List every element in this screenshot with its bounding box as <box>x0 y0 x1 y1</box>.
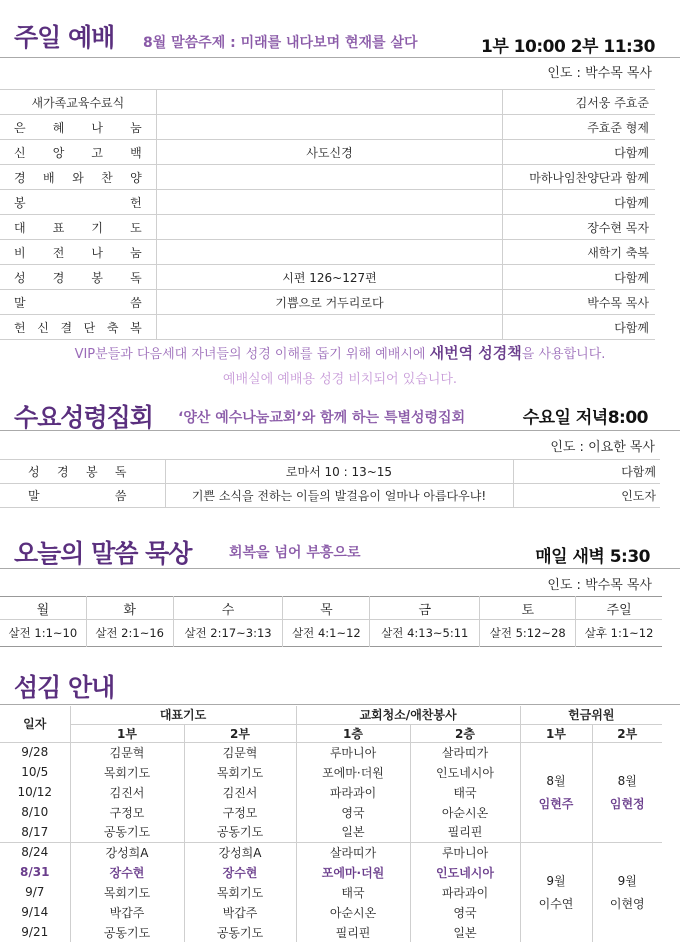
cash-2 <box>592 742 662 842</box>
bible-note-2: 예배실에 예배용 성경 비치되어 있습니다. <box>222 372 458 387</box>
cash-month: 9월 <box>546 874 566 888</box>
table-row <box>0 140 655 165</box>
wednesday-subtitle: ‘양산 예수나눔교회’와 함께 하는 특별성령집회 <box>178 410 466 426</box>
sub-cash-1: 1부 <box>520 724 592 742</box>
order-label-text <box>6 269 150 286</box>
order-person: 다함께 <box>503 315 655 340</box>
duty-title: 섬김 안내 <box>14 673 115 702</box>
meditation-subtitle: 회복을 넘어 부흥으로 <box>229 545 361 561</box>
label-part: 와 <box>72 170 84 185</box>
label-part: 성 <box>28 465 40 479</box>
sub-floor-1: 1층 <box>296 724 410 742</box>
prayer-2: 강성희A <box>184 842 296 862</box>
cash-person-2: 이현영 <box>609 897 645 911</box>
order-label-text <box>6 294 150 311</box>
sub-cash-2: 2부 <box>592 724 662 742</box>
sunday-title: 주일 예배 <box>14 23 115 52</box>
order-label <box>0 115 156 140</box>
day-passage: 살전 2:17~3:13 <box>173 620 283 647</box>
day-header: 목 <box>283 597 370 620</box>
order-label <box>0 140 156 165</box>
sunday-theme: 8월 말씀주제 : 미래를 내다보며 현재를 살다 <box>143 35 418 51</box>
label-part: 복 <box>130 320 142 335</box>
meditation-title: 오늘의 말씀 묵상 <box>14 539 192 568</box>
label-part: 독 <box>130 270 142 285</box>
prayer-1: 강성희A <box>70 842 184 862</box>
label-part: 말 <box>14 295 26 310</box>
label-part: 고 <box>91 145 103 160</box>
order-person: 박수목 목사 <box>503 290 655 315</box>
cash-person-2: 임현정 <box>609 797 645 811</box>
table-row <box>0 460 660 484</box>
label-part: 배 <box>43 170 55 185</box>
table-row <box>0 165 655 190</box>
prayer-1: 박갑주 <box>70 902 184 922</box>
day-header: 월 <box>0 597 86 620</box>
label-part: 기 <box>91 220 103 235</box>
floor-2: 아순시온 <box>410 802 520 822</box>
prayer-1: 김문혁 <box>70 742 184 762</box>
col-date: 일자 <box>0 706 70 742</box>
day-header: 수 <box>173 597 283 620</box>
table-row <box>0 115 655 140</box>
wed-label-text <box>0 463 165 480</box>
duty-date: 8/24 <box>0 842 70 862</box>
duty-date: 10/12 <box>0 782 70 802</box>
prayer-1: 구정모 <box>70 802 184 822</box>
prayer-1: 공동기도 <box>70 822 184 842</box>
divider <box>0 57 680 58</box>
prayer-1: 장수현 <box>70 862 184 882</box>
wed-label <box>0 484 165 508</box>
order-label <box>0 290 156 315</box>
order-content <box>156 115 503 140</box>
prayer-2: 목회기도 <box>184 762 296 782</box>
label-part: 씀 <box>114 489 127 503</box>
duty-date: 10/5 <box>0 762 70 782</box>
floor-2: 살라띠가 <box>410 742 520 762</box>
wed-content: 기쁜 소식을 전하는 이들의 발걸음이 얼마나 아름다우냐! <box>165 484 513 508</box>
label-part: 은 <box>14 120 26 135</box>
sunday-leader: 인도 : 박수목 목사 <box>547 66 652 81</box>
floor-2: 태국 <box>410 782 520 802</box>
prayer-2: 장수현 <box>184 862 296 882</box>
prayer-1: 공동기도 <box>70 922 184 942</box>
label-part: 앙 <box>52 145 65 160</box>
divider <box>0 430 680 431</box>
order-person: 장수현 목자 <box>503 215 655 240</box>
label-part: 신 <box>37 320 49 335</box>
order-content: 사도신경 <box>156 140 503 165</box>
prayer-2: 구정모 <box>184 802 296 822</box>
bible-note <box>0 342 680 366</box>
cash-person-1: 이수연 <box>538 897 574 911</box>
order-content <box>156 190 503 215</box>
cash-1 <box>520 842 592 942</box>
day-header: 주일 <box>576 597 662 620</box>
duty-table <box>0 706 662 942</box>
sunday-order-table <box>0 89 655 340</box>
duty-section <box>0 660 680 942</box>
prayer-2: 공동기도 <box>184 922 296 942</box>
order-content <box>156 315 503 340</box>
floor-1: 필리핀 <box>296 922 410 942</box>
label-part: 도 <box>130 220 142 235</box>
label-part: 비 <box>14 245 26 260</box>
label-part: 봉 <box>14 195 26 210</box>
label-part: 경 <box>56 465 69 479</box>
floor-2: 영국 <box>410 902 520 922</box>
label-part: 씀 <box>130 295 142 310</box>
floor-1: 루마니아 <box>296 742 410 762</box>
order-content <box>156 90 503 115</box>
day-passage: 살후 1:1~12 <box>576 620 662 647</box>
table-row <box>0 215 655 240</box>
wednesday-leader: 인도 : 이요한 목사 <box>550 440 655 455</box>
wed-person: 인도자 <box>513 484 660 508</box>
duty-date: 9/21 <box>0 922 70 942</box>
cash-2 <box>592 842 662 942</box>
meditation-section <box>0 530 680 650</box>
label-part: 혜 <box>52 120 65 135</box>
label-part: 봉 <box>91 270 103 285</box>
day-header: 금 <box>370 597 480 620</box>
cash-month: 9월 <box>617 874 637 888</box>
order-label <box>0 240 156 265</box>
prayer-2: 박갑주 <box>184 902 296 922</box>
prayer-1: 목회기도 <box>70 762 184 782</box>
order-content <box>156 240 503 265</box>
wed-label <box>0 460 165 484</box>
order-label-text <box>6 219 150 236</box>
floor-2: 일본 <box>410 922 520 942</box>
label-part: 경 <box>14 170 26 185</box>
order-person: 주효준 형제 <box>503 115 655 140</box>
wednesday-table <box>0 459 660 508</box>
order-label-text <box>6 319 150 336</box>
meditation-time: 매일 새벽 5:30 <box>535 547 650 567</box>
label-part: 경 <box>52 270 65 285</box>
floor-2: 파라과이 <box>410 882 520 902</box>
prayer-1: 김진서 <box>70 782 184 802</box>
order-label <box>0 315 156 340</box>
meditation-table <box>0 596 662 647</box>
order-label-text: 새가족교육수료식 <box>31 95 125 110</box>
sunday-section <box>0 0 680 387</box>
order-label-text <box>6 244 150 261</box>
order-person: 김서웅 주효준 <box>503 90 655 115</box>
floor-1: 일본 <box>296 822 410 842</box>
table-row <box>0 842 662 862</box>
sub-floor-2: 2층 <box>410 724 520 742</box>
duty-date: 8/31 <box>0 862 70 882</box>
label-part: 나 <box>91 120 103 135</box>
day-passage: 살전 4:1~12 <box>283 620 370 647</box>
duty-date: 8/17 <box>0 822 70 842</box>
floor-1: 태국 <box>296 882 410 902</box>
order-label <box>0 265 156 290</box>
floor-1: 살라띠가 <box>296 842 410 862</box>
label-part: 결 <box>60 320 73 335</box>
duty-date: 9/28 <box>0 742 70 762</box>
label-part: 찬 <box>101 170 113 185</box>
table-row <box>0 315 655 340</box>
day-passage: 살전 1:1~10 <box>0 620 86 647</box>
floor-2: 루마니아 <box>410 842 520 862</box>
floor-1: 포에마·더원 <box>296 862 410 882</box>
label-part: 헌 <box>130 195 142 210</box>
day-header: 화 <box>86 597 173 620</box>
table-row <box>0 190 655 215</box>
table-row <box>0 265 655 290</box>
day-passage: 살전 4:13~5:11 <box>370 620 480 647</box>
wednesday-section <box>0 390 680 520</box>
label-part: 눔 <box>130 120 142 135</box>
day-passage: 살전 5:12~28 <box>480 620 576 647</box>
order-content <box>156 165 503 190</box>
order-label <box>0 90 156 115</box>
order-label-text <box>6 194 150 211</box>
table-row <box>0 742 662 762</box>
label-part: 대 <box>14 220 26 235</box>
order-content: 시편 126~127편 <box>156 265 503 290</box>
order-person: 새학기 축복 <box>503 240 655 265</box>
order-person: 마하나임찬양단과 함께 <box>503 165 655 190</box>
wed-content: 로마서 10 : 13~15 <box>165 460 513 484</box>
sub-prayer-2: 2부 <box>184 724 296 742</box>
label-part: 봉 <box>85 465 98 479</box>
wed-person: 다함께 <box>513 460 660 484</box>
cash-month: 8월 <box>617 774 637 788</box>
prayer-2: 김진서 <box>184 782 296 802</box>
label-part: 성 <box>14 270 26 285</box>
label-part: 양 <box>130 170 142 185</box>
label-part: 나 <box>91 245 103 260</box>
cash-person-1: 임현주 <box>538 797 574 811</box>
prayer-1: 목회기도 <box>70 882 184 902</box>
day-header: 토 <box>480 597 576 620</box>
wednesday-time: 수요일 저녁8:00 <box>522 408 648 428</box>
wed-label-text <box>0 487 165 504</box>
floor-1: 파라과이 <box>296 782 410 802</box>
floor-2: 인도네시아 <box>410 862 520 882</box>
order-label-text <box>6 144 150 161</box>
order-person: 다함께 <box>503 190 655 215</box>
table-row <box>0 90 655 115</box>
floor-1: 영국 <box>296 802 410 822</box>
group-prayer: 대표기도 <box>70 706 296 724</box>
prayer-2: 공동기도 <box>184 822 296 842</box>
note-text-end: 을 사용합니다. <box>521 347 606 362</box>
label-part: 신 <box>14 145 26 160</box>
label-part: 헌 <box>14 320 26 335</box>
order-label-text <box>6 119 150 136</box>
duty-date: 9/14 <box>0 902 70 922</box>
order-person: 다함께 <box>503 265 655 290</box>
group-clean: 교회청소/애찬봉사 <box>296 706 520 724</box>
meditation-leader: 인도 : 박수목 목사 <box>547 578 652 593</box>
floor-2: 인도네시아 <box>410 762 520 782</box>
order-content: 기쁨으로 거두리로다 <box>156 290 503 315</box>
duty-date: 8/10 <box>0 802 70 822</box>
day-passage: 살전 2:1~16 <box>86 620 173 647</box>
table-row <box>0 290 655 315</box>
cash-month: 8월 <box>546 774 566 788</box>
sunday-time: 1부 10:00 2부 11:30 <box>481 37 655 57</box>
floor-2: 필리핀 <box>410 822 520 842</box>
floor-1: 아순시온 <box>296 902 410 922</box>
label-part: 단 <box>83 320 96 335</box>
order-label <box>0 190 156 215</box>
order-content <box>156 215 503 240</box>
note-bold: 새번역 성경책 <box>429 344 522 362</box>
order-label <box>0 215 156 240</box>
label-part: 전 <box>52 245 65 260</box>
floor-1: 포에마·더원 <box>296 762 410 782</box>
divider <box>0 568 680 569</box>
prayer-2: 김문혁 <box>184 742 296 762</box>
table-row <box>0 240 655 265</box>
sub-prayer-1: 1부 <box>70 724 184 742</box>
duty-date: 9/7 <box>0 882 70 902</box>
order-label <box>0 165 156 190</box>
label-part: 눔 <box>130 245 142 260</box>
wednesday-title: 수요성령집회 <box>14 403 153 432</box>
order-person: 다함께 <box>503 140 655 165</box>
label-part: 백 <box>130 145 142 160</box>
prayer-2: 목회기도 <box>184 882 296 902</box>
cash-1 <box>520 742 592 842</box>
label-part: 독 <box>114 465 127 479</box>
table-row <box>0 484 660 508</box>
note-text: VIP분들과 다음세대 자녀들의 성경 이해를 돕기 위해 예배시에 <box>74 347 430 362</box>
label-part: 축 <box>106 320 119 335</box>
divider <box>0 704 680 705</box>
group-cash: 헌금위원 <box>520 706 662 724</box>
label-part: 표 <box>52 220 65 235</box>
label-part: 말 <box>28 489 40 503</box>
order-label-text <box>6 169 150 186</box>
